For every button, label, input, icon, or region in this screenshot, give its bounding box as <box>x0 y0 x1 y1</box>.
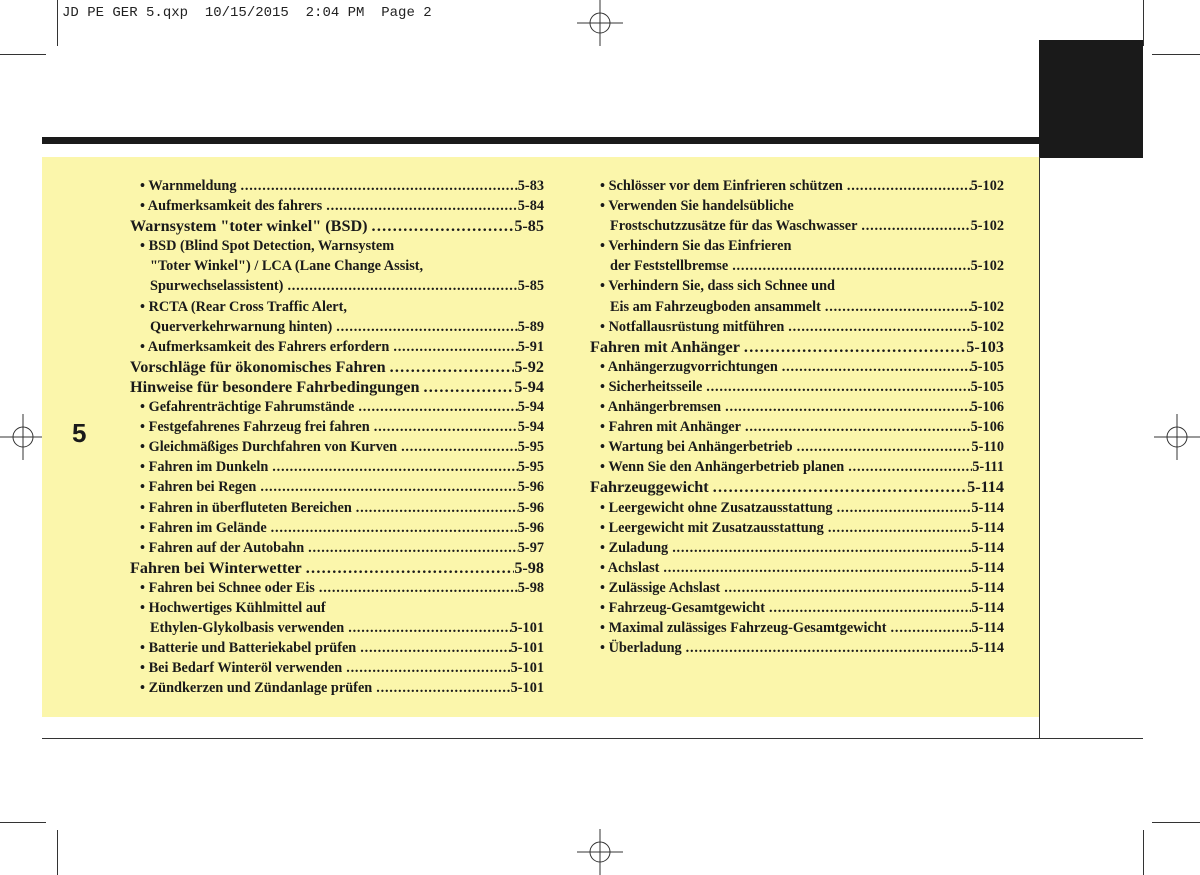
toc-entry-title: • Anhängerzugvorrichtungen <box>600 358 778 375</box>
toc-entry <box>590 297 1004 317</box>
toc-entry-page: 5-98 <box>517 579 544 596</box>
toc-leader-dots <box>283 276 517 296</box>
toc-entry-title: Spurwechselassistent) <box>150 278 284 295</box>
toc-entry <box>130 598 544 618</box>
toc-entry <box>130 317 544 337</box>
toc-leader-dots <box>793 437 972 457</box>
toc-leader-dots <box>668 538 971 558</box>
toc-entry-page: 5-96 <box>517 499 544 516</box>
toc-leader-dots <box>304 538 518 558</box>
toc-entry-title: • BSD (Blind Spot Detection, Warnsystem <box>140 238 395 255</box>
toc-entry-page: 5-114 <box>971 499 1004 516</box>
toc-leader-dots <box>843 176 971 196</box>
toc-entry-page: 5-114 <box>971 599 1004 616</box>
toc-leader-dots <box>397 437 518 457</box>
toc-entry-title: Fahren bei Winterwetter <box>130 558 302 577</box>
toc-entry-page: 5-89 <box>517 318 544 335</box>
toc-leader-dots <box>352 498 518 518</box>
toc-entry-title: Hinweise für besondere Fahrbedingungen <box>130 377 420 396</box>
toc-entry <box>590 558 1004 578</box>
toc-entry <box>590 518 1004 538</box>
toc-entry-page: 5-105 <box>970 358 1004 375</box>
chapter-number: 5 <box>72 418 87 448</box>
toc-leader-dots <box>728 256 970 276</box>
toc-entry-page: 5-114 <box>971 539 1004 556</box>
toc-entry-page: 5-101 <box>510 680 544 697</box>
toc-entry-title: • Notfallausrüstung mitführen <box>600 318 785 335</box>
toc-entry-title: • Fahrzeug-Gesamtgewicht <box>600 599 766 616</box>
toc-entry <box>130 437 544 457</box>
toc-left-column <box>130 176 544 698</box>
toc-leader-dots <box>821 297 971 317</box>
toc-entry <box>590 498 1004 518</box>
toc-leader-dots <box>322 196 518 216</box>
toc-entry-page: 5-83 <box>517 178 544 194</box>
toc-entry-title: • Zulässige Achslast <box>600 579 721 596</box>
toc-entry-page: 5-103 <box>966 337 1004 356</box>
toc-entry <box>590 437 1004 457</box>
toc-leader-dots <box>857 216 970 236</box>
toc-entry <box>130 618 544 638</box>
toc-entry-title: • Fahren im Gelände <box>140 519 267 536</box>
toc-entry <box>130 417 544 437</box>
toc-leader-dots <box>740 337 966 357</box>
toc-entry-page: 5-114 <box>971 559 1004 576</box>
toc-entry-title: Fahren mit Anhänger <box>590 337 740 356</box>
crop-mark <box>1143 830 1144 875</box>
toc-leader-dots <box>721 397 971 417</box>
toc-entry-title: • Bei Bedarf Winteröl verwenden <box>140 660 343 677</box>
toc-leader-dots <box>256 477 517 497</box>
toc-entry <box>590 236 1004 256</box>
toc-leader-dots <box>709 477 967 497</box>
toc-leader-dots <box>844 457 972 477</box>
toc-entry-title: • Fahren mit Anhänger <box>600 419 741 436</box>
toc-entry-title: • Leergewicht ohne Zusatzausstattung <box>600 499 833 516</box>
registration-mark-icon <box>1154 414 1200 460</box>
toc-entry-title: • Sicherheitsseile <box>600 378 703 395</box>
toc-entry-page: 5-95 <box>517 439 544 456</box>
toc-entry-page: 5-111 <box>972 459 1004 476</box>
toc-entry-page: 5-106 <box>970 399 1004 416</box>
toc-entry-title: • Gleichmäßiges Durchfahren von Kurven <box>140 439 398 456</box>
toc-entry-page: 5-102 <box>970 178 1004 194</box>
toc-entry-page: 5-101 <box>510 620 544 637</box>
toc-entry-page: 5-96 <box>517 519 544 536</box>
toc-entry <box>130 638 544 658</box>
toc-leader-dots <box>332 317 517 337</box>
toc-entry <box>130 337 544 357</box>
toc-entry-title: • Maximal zulässiges Fahrzeug-Gesamtgewicht <box>600 620 887 637</box>
toc-entry-title: • Hochwertiges Kühlmittel auf <box>140 599 326 616</box>
toc-leader-dots <box>370 417 518 437</box>
toc-entry <box>130 498 544 518</box>
toc-entry <box>590 538 1004 558</box>
toc-entry-title: Ethylen-Glykolbasis verwenden <box>150 620 345 637</box>
toc-section-entry <box>130 377 544 397</box>
toc-entry-title: • Fahren in überfluteten Bereichen <box>140 499 352 516</box>
toc-entry-page: 5-102 <box>970 258 1004 275</box>
toc-entry-title: • Aufmerksamkeit des Fahrers erfordern <box>140 338 390 355</box>
registration-mark-icon <box>0 414 46 460</box>
toc-entry <box>590 357 1004 377</box>
toc-entry-title: • Warnmeldung <box>140 178 237 194</box>
toc-entry-title: • Anhängerbremsen <box>600 399 722 416</box>
toc-entry-page: 5-105 <box>970 378 1004 395</box>
toc-entry-page: 5-101 <box>510 640 544 657</box>
toc-entry-title: • Verhindern Sie, dass sich Schnee und <box>600 278 836 295</box>
toc-entry-page: 5-96 <box>517 479 544 496</box>
toc-entry-title: Eis am Fahrzeugboden ansammelt <box>610 298 821 315</box>
toc-entry <box>130 236 544 256</box>
toc-entry <box>590 578 1004 598</box>
toc-entry-page: 5-94 <box>517 419 544 436</box>
toc-entry-title: • Achslast <box>600 559 660 576</box>
toc-right-column <box>590 176 1004 658</box>
toc-entry-title: • Überladung <box>600 640 682 657</box>
toc-entry <box>590 317 1004 337</box>
toc-entry-page: 5-92 <box>514 357 544 376</box>
toc-entry-page: 5-85 <box>517 278 544 295</box>
toc-entry <box>590 457 1004 477</box>
crop-mark <box>57 830 58 875</box>
toc-entry-title: Fahrzeuggewicht <box>590 478 709 497</box>
toc-entry <box>130 578 544 598</box>
registration-mark-icon <box>577 829 623 875</box>
crop-mark <box>1143 0 1144 46</box>
crop-mark <box>1152 822 1200 823</box>
toc-entry-page: 5-94 <box>514 377 544 396</box>
toc-entry <box>590 618 1004 638</box>
toc-leader-dots <box>302 558 515 578</box>
toc-entry-page: 5-102 <box>970 298 1004 315</box>
toc-entry-page: 5-97 <box>517 539 544 556</box>
toc-entry <box>590 397 1004 417</box>
toc-entry-title: Frostschutzzusätze für das Waschwasser <box>610 218 858 235</box>
toc-leader-dots <box>659 558 971 578</box>
toc-entry <box>130 256 544 276</box>
toc-entry <box>130 276 544 296</box>
toc-entry <box>130 196 544 216</box>
toc-entry <box>590 377 1004 397</box>
toc-entry-page: 5-95 <box>517 459 544 476</box>
crop-mark <box>0 822 46 823</box>
toc-entry-page: 5-101 <box>510 660 544 677</box>
toc-entry-title: • Fahren auf der Autobahn <box>140 539 305 556</box>
toc-entry-title: Querverkehrwarnung hinten) <box>150 318 333 335</box>
toc-entry <box>130 176 544 196</box>
toc-entry <box>130 297 544 317</box>
toc-leader-dots <box>268 457 518 477</box>
toc-entry-title: Vorschläge für ökonomisches Fahren <box>130 357 386 376</box>
crop-mark <box>0 54 46 55</box>
toc-entry-page: 5-85 <box>514 217 544 236</box>
toc-entry-title: • Fahren bei Schnee oder Eis <box>140 579 315 596</box>
toc-entry-title: Warnsystem "toter winkel" (BSD) <box>130 217 368 236</box>
toc-leader-dots <box>419 377 514 397</box>
toc-section-entry <box>130 558 544 578</box>
toc-leader-dots <box>389 337 517 357</box>
toc-leader-dots <box>833 498 972 518</box>
registration-mark-icon <box>577 0 623 46</box>
toc-section-entry <box>590 477 1004 497</box>
toc-entry <box>590 598 1004 618</box>
toc-entry-title: • Leergewicht mit Zusatzausstattung <box>600 519 824 536</box>
toc-leader-dots <box>315 578 518 598</box>
toc-leader-dots <box>354 397 517 417</box>
toc-entry-page: 5-94 <box>517 399 544 416</box>
toc-entry <box>130 397 544 417</box>
toc-leader-dots <box>372 678 510 698</box>
toc-entry-title: • Verhindern Sie das Einfrieren <box>600 238 792 255</box>
toc-entry-title: "Toter Winkel") / LCA (Lane Change Assist, <box>150 258 424 275</box>
toc-entry-title: • Zuladung <box>600 539 669 556</box>
toc-leader-dots <box>824 518 972 538</box>
toc-entry-title: • Schlösser vor dem Einfrieren schützen <box>600 178 843 194</box>
toc-leader-dots <box>237 176 518 196</box>
toc-entry-title: • Aufmerksamkeit des fahrers <box>140 198 323 215</box>
crop-mark <box>1152 54 1200 55</box>
toc-entry-title: • Festgefahrenes Fahrzeug frei fahren <box>140 419 370 436</box>
toc-leader-dots <box>682 638 972 658</box>
toc-leader-dots <box>778 357 971 377</box>
toc-entry-title: der Feststellbremse <box>610 258 729 275</box>
toc-entry-page: 5-91 <box>517 338 544 355</box>
toc-entry-page: 5-84 <box>517 198 544 215</box>
toc-section-entry <box>130 357 544 377</box>
toc-entry-title: • Wenn Sie den Anhängerbetrieb planen <box>600 459 845 476</box>
toc-entry <box>130 658 544 678</box>
toc-leader-dots <box>741 417 971 437</box>
toc-entry <box>590 276 1004 296</box>
toc-entry-page: 5-110 <box>971 439 1004 456</box>
toc-entry-page: 5-114 <box>971 640 1004 657</box>
toc-entry <box>590 256 1004 276</box>
toc-entry-title: • Fahren im Dunkeln <box>140 459 269 476</box>
crop-mark <box>57 0 58 46</box>
toc-entry-title: • Zündkerzen und Zündanlage prüfen <box>140 680 373 697</box>
toc-entry-title: • RCTA (Rear Cross Traffic Alert, <box>140 298 347 315</box>
toc-leader-dots <box>702 377 970 397</box>
print-slug: JD PE GER 5.qxp 10/15/2015 2:04 PM Page 2 <box>62 5 432 21</box>
toc-entry-title: • Wartung bei Anhängerbetrieb <box>600 439 793 456</box>
toc-entry-page: 5-106 <box>970 419 1004 436</box>
toc-entry <box>130 457 544 477</box>
toc-leader-dots <box>356 638 510 658</box>
toc-entry-title: • Batterie und Batteriekabel prüfen <box>140 640 357 657</box>
header-bar <box>42 137 1143 144</box>
toc-entry-page: 5-114 <box>971 519 1004 536</box>
toc-leader-dots <box>342 658 510 678</box>
right-margin-rule <box>1039 157 1040 739</box>
toc-entry-page: 5-98 <box>514 558 544 577</box>
toc-entry-title: • Verwenden Sie handelsübliche <box>600 198 794 215</box>
toc-entry <box>130 518 544 538</box>
toc-entry-page: 5-102 <box>970 318 1004 335</box>
toc-entry-page: 5-114 <box>971 579 1004 596</box>
toc-leader-dots <box>386 357 515 377</box>
toc-leader-dots <box>784 317 970 337</box>
toc-leader-dots <box>344 618 510 638</box>
toc-entry-title: • Gefahrenträchtige Fahrumstände <box>140 399 355 416</box>
toc-entry-page: 5-114 <box>971 620 1004 637</box>
toc-entry <box>590 176 1004 196</box>
toc-leader-dots <box>720 578 971 598</box>
toc-leader-dots <box>765 598 971 618</box>
toc-section-entry <box>130 216 544 236</box>
toc-entry-page: 5-102 <box>970 218 1004 235</box>
toc-leader-dots <box>368 216 515 236</box>
toc-entry <box>590 196 1004 216</box>
toc-entry <box>590 216 1004 236</box>
toc-entry <box>590 638 1004 658</box>
toc-section-entry <box>590 337 1004 357</box>
toc-entry-title: • Fahren bei Regen <box>140 479 257 496</box>
toc-leader-dots <box>267 518 518 538</box>
toc-entry <box>130 477 544 497</box>
toc-leader-dots <box>887 618 972 638</box>
toc-entry <box>130 678 544 698</box>
toc-entry-page: 5-114 <box>967 478 1004 497</box>
toc-entry <box>590 417 1004 437</box>
footer-rule <box>42 738 1143 739</box>
toc-entry <box>130 538 544 558</box>
